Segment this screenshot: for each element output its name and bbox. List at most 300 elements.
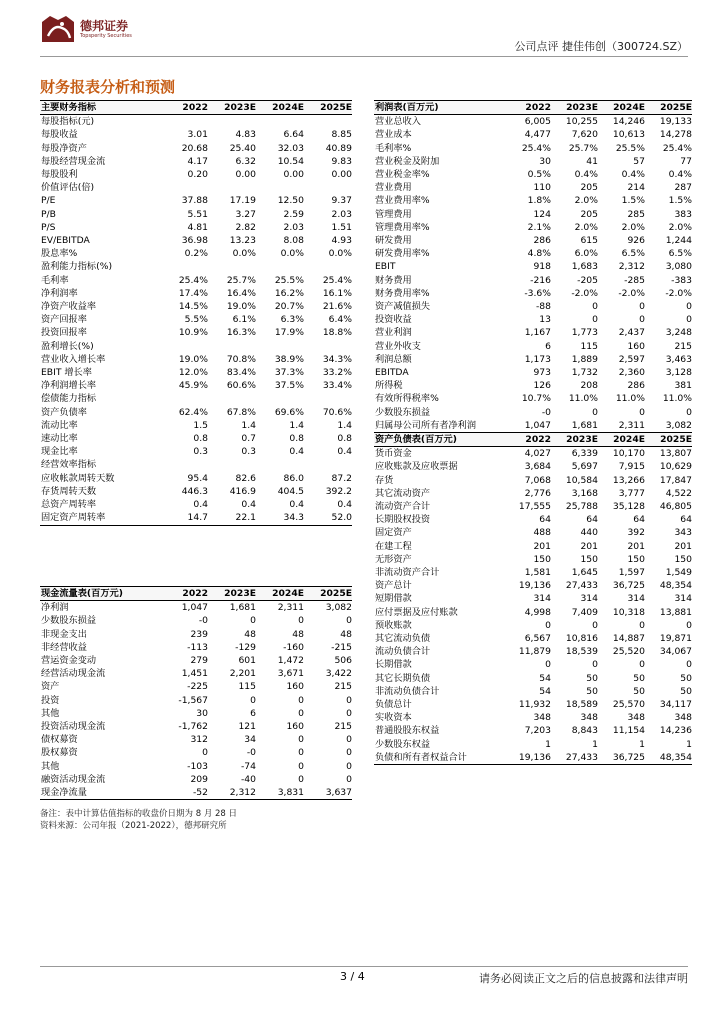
cell-value: 32.03 [277, 142, 304, 154]
cell-value: 40.89 [325, 142, 352, 154]
cell-value: 70.6% [322, 406, 352, 418]
cell-value: 0 [298, 760, 304, 772]
cell-value: 6,005 [524, 116, 551, 128]
cell-value: 0.4 [241, 499, 256, 511]
table-row [40, 733, 352, 746]
row-label: 少数股东损益 [41, 615, 97, 627]
row-label: 营运资金变动 [41, 655, 97, 667]
page-title: 财务报表分析和预测 [40, 78, 176, 96]
cell-value: 10,816 [565, 633, 598, 645]
cell-value: 2025E [645, 433, 692, 447]
cell-value: 0.4 [193, 499, 208, 511]
table-row [40, 366, 352, 379]
cell-value: 1,683 [571, 261, 598, 273]
row-label: 其他 [41, 707, 60, 719]
cell-value: 4,998 [524, 606, 551, 618]
row-label: 经营活动现金流 [41, 668, 106, 680]
cell-value: 201 [580, 540, 598, 552]
cell-value [304, 458, 352, 471]
cell-value: 0.00 [331, 169, 352, 181]
cell-value: -216 [530, 274, 551, 286]
table-row [374, 553, 692, 566]
cell-value: 34 [244, 734, 256, 746]
cell-value: 1 [592, 738, 598, 750]
table-row [374, 155, 692, 168]
cell-value: 1,244 [665, 235, 692, 247]
cell-value: 0 [250, 694, 256, 706]
cell-value: 312 [190, 734, 208, 746]
cell-value: 36,725 [612, 580, 645, 592]
cell-value: 0 [298, 773, 304, 785]
row-label: 偿债能力指标 [41, 393, 97, 405]
cell-value: 160 [286, 681, 304, 693]
cell-value: -2.0% [665, 287, 692, 299]
table-row [40, 142, 352, 155]
page-number: 3 / 4 [340, 970, 365, 983]
row-label: 长期借款 [375, 659, 412, 671]
cell-value: 48 [244, 628, 256, 640]
cell-value: 36.98 [181, 235, 208, 247]
row-label: 存货周转天数 [41, 485, 97, 497]
row-label: 流动负债合计 [375, 646, 431, 658]
cell-value: 48,354 [645, 751, 692, 765]
row-label: 固定资产 [375, 527, 412, 539]
table-row [40, 313, 352, 326]
table-row [40, 406, 352, 419]
cell-value: 18,539 [565, 646, 598, 658]
cell-value: 3,684 [524, 461, 551, 473]
cell-value: 0 [686, 406, 692, 418]
cell-value: 0.4 [337, 499, 352, 511]
table-row [374, 672, 692, 685]
cell-value: 2022 [504, 101, 551, 115]
cell-value: 60.6% [226, 380, 256, 392]
cell-value: 25.7% [568, 142, 598, 154]
cell-value: 2024E [256, 101, 304, 115]
cell-value: 239 [190, 628, 208, 640]
cell-value: 12.0% [178, 367, 208, 379]
table-row [374, 392, 692, 405]
cell-value: -88 [535, 301, 551, 313]
cell-value: 0.3 [193, 446, 208, 458]
cell-value: 115 [238, 681, 256, 693]
table-row [40, 208, 352, 221]
row-label: 负债总计 [375, 699, 412, 711]
cell-value: -2.0% [618, 287, 645, 299]
row-label: 营业利润 [375, 327, 412, 339]
row-label: 股权募资 [41, 747, 78, 759]
cell-value: -205 [577, 274, 598, 286]
cell-value: 10,613 [612, 129, 645, 141]
cell-value [160, 458, 208, 471]
cell-value: 0.8 [289, 433, 304, 445]
cell-value: 3,248 [665, 327, 692, 339]
cell-value: 506 [334, 655, 352, 667]
table-row [40, 419, 352, 432]
cell-value [304, 340, 352, 353]
row-label: 非流动资产合计 [375, 567, 440, 579]
cell-value: 1,451 [181, 668, 208, 680]
cell-value: 34.3 [256, 511, 304, 525]
note-data-source: 资料来源：公司年报（2021-2022），德邦研究所 [40, 821, 227, 831]
cell-value: 115 [580, 340, 598, 352]
cell-value: 1 [686, 738, 692, 750]
cell-value: 2.0% [621, 221, 645, 233]
cell-value: 14.7 [160, 511, 208, 525]
row-label: 价值评估(倍) [41, 182, 95, 194]
table-row [40, 680, 352, 693]
cell-value: 0.8 [337, 433, 352, 445]
row-label: 每股经营现金流 [41, 155, 106, 167]
cell-value: 54 [539, 685, 551, 697]
cell-value: 83.4% [226, 367, 256, 379]
cell-value: 0.0% [232, 248, 256, 260]
table-row [374, 724, 692, 737]
row-label: 利润总额 [375, 353, 412, 365]
cell-value: 215 [674, 340, 692, 352]
cell-value: 208 [580, 380, 598, 392]
cell-value: 1,472 [277, 655, 304, 667]
row-label: 投资收益 [375, 314, 412, 326]
table-row [374, 353, 692, 366]
table-row [40, 234, 352, 247]
cell-value: 214 [627, 182, 645, 194]
cell-value: -160 [283, 641, 304, 653]
cell-value: 77 [680, 155, 692, 167]
cell-value: 2,437 [618, 327, 645, 339]
cell-value: 10,318 [612, 606, 645, 618]
cell-value: 64 [633, 514, 645, 526]
cell-value: 0.4% [574, 169, 598, 181]
cell-value: 4.17 [187, 155, 208, 167]
row-label: 毛利率% [375, 142, 412, 154]
cell-value: 1,773 [571, 327, 598, 339]
table-row [374, 194, 692, 207]
cell-value: 3,831 [256, 786, 304, 800]
row-label: 净利润增长率 [41, 380, 97, 392]
table-row [374, 460, 692, 473]
cell-value: 0.4 [289, 446, 304, 458]
row-label: 速动比率 [41, 433, 78, 445]
cell-value: 20.68 [181, 142, 208, 154]
row-label: 应收账款及应收票据 [375, 461, 458, 473]
cell-value: 314 [627, 593, 645, 605]
cell-value: 34,067 [659, 646, 692, 658]
cell-value: 48,354 [659, 580, 692, 592]
cell-value: 0 [346, 615, 352, 627]
table-header-row [40, 101, 352, 115]
cell-value [304, 181, 352, 194]
cell-value: 2023E [208, 101, 256, 115]
cell-value: 2025E [304, 101, 352, 115]
cell-value: 3,777 [618, 487, 645, 499]
cell-value: 37.5% [274, 380, 304, 392]
cell-value: 11.0% [615, 393, 645, 405]
row-label: 营业总收入 [375, 116, 421, 128]
cell-value: 381 [674, 380, 692, 392]
cell-value: 0 [592, 406, 598, 418]
cell-value: 348 [580, 712, 598, 724]
cell-value: 50 [586, 672, 598, 684]
cell-value: 54 [539, 672, 551, 684]
cell-value: 3,082 [645, 419, 692, 433]
cell-value: 36,725 [598, 751, 645, 765]
cell-value: 21.6% [322, 301, 352, 313]
cell-value: 2025E [304, 587, 352, 601]
cell-value [256, 392, 304, 405]
table-row [374, 247, 692, 260]
cell-value: 2,597 [618, 353, 645, 365]
cell-value: 11.0% [568, 393, 598, 405]
table-row [40, 155, 352, 168]
cell-value: 110 [533, 182, 551, 194]
cell-value: 11.0% [662, 393, 692, 405]
table-row [374, 685, 692, 698]
cell-value: 17.19 [229, 195, 256, 207]
cell-value: 2,311 [277, 602, 304, 614]
cell-value: 64 [680, 514, 692, 526]
cell-value: 25,788 [565, 501, 598, 513]
cash-flow-table [40, 586, 352, 800]
cell-value: 0 [639, 619, 645, 631]
cell-value: 5.5% [184, 314, 208, 326]
row-label: 营业成本 [375, 129, 412, 141]
cell-value: 25,570 [612, 699, 645, 711]
cell-value: 17,847 [659, 474, 692, 486]
cell-value: 0.4% [621, 169, 645, 181]
cell-value: 0 [298, 615, 304, 627]
cell-value: 4,522 [665, 487, 692, 499]
cell-value: 348 [674, 712, 692, 724]
balance-sheet-table [374, 432, 692, 765]
table-row [374, 711, 692, 724]
cell-value: 2022 [160, 101, 208, 115]
table-row [40, 274, 352, 287]
table-row [40, 786, 352, 800]
cell-value: 50 [633, 672, 645, 684]
cell-value: 150 [627, 553, 645, 565]
cell-value: 19,133 [659, 116, 692, 128]
cell-value: 0 [686, 659, 692, 671]
cell-value: 17.4% [178, 287, 208, 299]
row-label: 其它流动负债 [375, 633, 431, 645]
table-row [40, 445, 352, 458]
row-label: 营业费用 [375, 182, 412, 194]
row-label: 投资活动现金流 [41, 721, 106, 733]
cell-value: 70.8% [226, 353, 256, 365]
table-row [40, 221, 352, 234]
cell-value: 150 [533, 553, 551, 565]
row-label: 管理费用 [375, 208, 412, 220]
notes [40, 808, 237, 832]
table-row [374, 658, 692, 671]
row-label: 研发费用 [375, 235, 412, 247]
cell-value: 4,477 [524, 129, 551, 141]
cell-value: 348 [533, 712, 551, 724]
cell-value: -74 [240, 760, 256, 772]
row-label: 应收帐款周转天数 [41, 472, 115, 484]
cell-value: -40 [240, 773, 256, 785]
row-label: EV/EBITDA [41, 235, 90, 247]
cell-value: 1,889 [571, 353, 598, 365]
cell-value: 973 [533, 367, 551, 379]
row-label: 流动资产合计 [375, 501, 431, 513]
cell-value: 4.93 [331, 235, 352, 247]
table-row [40, 511, 352, 525]
disclaimer: 请务必阅读正文之后的信息披露和法律声明 [479, 972, 688, 985]
cell-value: 17,555 [518, 501, 551, 513]
cell-value: 0 [592, 659, 598, 671]
table-row [40, 498, 352, 511]
cell-value: 33.4% [322, 380, 352, 392]
cell-value: 25.4% [521, 142, 551, 154]
table-row [374, 379, 692, 392]
cell-value: 45.9% [178, 380, 208, 392]
cell-value: 0 [686, 314, 692, 326]
cell-value: 215 [334, 681, 352, 693]
table-row [374, 619, 692, 632]
row-label: 无形资产 [375, 553, 412, 565]
cell-value: 25.4% [178, 274, 208, 286]
row-label: 营业外收支 [375, 340, 421, 352]
cell-value: 0.0% [280, 248, 304, 260]
cell-value: 0.20 [187, 169, 208, 181]
cell-value: 13,266 [612, 474, 645, 486]
row-label: 主要财务指标 [40, 101, 160, 115]
cell-value: 6,567 [524, 633, 551, 645]
cell-value: 6 [250, 707, 256, 719]
row-label: 盈利增长(%) [41, 340, 94, 352]
cell-value: 30 [539, 155, 551, 167]
cell-value: 3.01 [187, 129, 208, 141]
cell-value: 0.7 [241, 433, 256, 445]
row-label: 每股净资产 [41, 142, 87, 154]
table-row [374, 419, 692, 433]
row-label: 营业税金及附加 [375, 155, 440, 167]
row-label: 其它长期负债 [375, 672, 431, 684]
cell-value: 34.3% [322, 353, 352, 365]
cell-value: -113 [187, 641, 208, 653]
cell-value: 16.3% [226, 327, 256, 339]
cell-value: 38.9% [274, 353, 304, 365]
row-label: P/S [41, 221, 56, 233]
row-label: 资产负债率 [41, 406, 87, 418]
cell-value: 1,597 [618, 567, 645, 579]
cell-value: 0 [346, 760, 352, 772]
cell-value: 348 [627, 712, 645, 724]
cell-value: 1.51 [331, 221, 352, 233]
table-row [374, 513, 692, 526]
row-label: 长期股权投资 [375, 514, 431, 526]
cell-value: 2.1% [527, 221, 551, 233]
cell-value: 6.5% [668, 248, 692, 260]
cell-value: 0.5% [527, 169, 551, 181]
cell-value: 201 [533, 540, 551, 552]
cell-value: 0 [639, 406, 645, 418]
row-label: 每股收益 [41, 129, 78, 141]
table-row [374, 313, 692, 326]
cell-value: 440 [580, 527, 598, 539]
table-row [374, 606, 692, 619]
cell-value [304, 115, 352, 129]
cell-value: 7,915 [618, 461, 645, 473]
row-label: 归属母公司所有者净利润 [374, 419, 504, 433]
table-row [40, 601, 352, 615]
table-row [374, 181, 692, 194]
cell-value: 2023E [208, 587, 256, 601]
table-row [374, 474, 692, 487]
cell-value: 37.88 [181, 195, 208, 207]
cell-value: 25.5% [274, 274, 304, 286]
cell-value: 0 [346, 694, 352, 706]
cell-value [160, 260, 208, 273]
table-row [40, 472, 352, 485]
row-label: 少数股东权益 [375, 738, 431, 750]
cell-value: 0.4 [289, 499, 304, 511]
row-label: 总资产周转率 [41, 499, 97, 511]
cell-value: 0 [592, 314, 598, 326]
row-label: 融资活动现金流 [41, 773, 106, 785]
cell-value: 10,584 [565, 474, 598, 486]
row-label: 净利润率 [41, 287, 78, 299]
table-row [40, 194, 352, 207]
row-label: 现金比率 [41, 446, 78, 458]
cell-value: 286 [627, 380, 645, 392]
cell-value: 1,681 [551, 419, 598, 433]
cell-value: 209 [190, 773, 208, 785]
row-label: 有效所得税率% [375, 393, 439, 405]
row-label: 短期借款 [375, 593, 412, 605]
table-header-row [374, 433, 692, 447]
cell-value: 0.4% [668, 169, 692, 181]
row-label: 在建工程 [375, 540, 412, 552]
row-label: P/E [41, 195, 56, 207]
table-row [40, 720, 352, 733]
cell-value: 6.32 [235, 155, 256, 167]
cell-value [208, 260, 256, 273]
cell-value: 1,645 [571, 567, 598, 579]
cell-value: 2,201 [229, 668, 256, 680]
cell-value: 64 [539, 514, 551, 526]
cell-value [208, 181, 256, 194]
cell-value: -0 [198, 615, 208, 627]
table-row [40, 287, 352, 300]
row-label: 负债和所有者权益合计 [374, 751, 504, 765]
cell-value: 3.27 [235, 208, 256, 220]
cell-value: 8.08 [283, 235, 304, 247]
row-label: 流动比率 [41, 419, 78, 431]
row-label: 应付票据及应付账款 [375, 606, 458, 618]
cell-value: 1,732 [571, 367, 598, 379]
cell-value: 0 [592, 301, 598, 313]
cell-value: 10.7% [521, 393, 551, 405]
cell-value: 150 [674, 553, 692, 565]
cell-value: 9.83 [331, 155, 352, 167]
cell-value: 2.0% [574, 195, 598, 207]
header-divider [40, 56, 688, 57]
cell-value: 0 [639, 301, 645, 313]
cell-value: 41 [586, 155, 598, 167]
cell-value [256, 260, 304, 273]
row-label: 资产回报率 [41, 314, 87, 326]
table-row [374, 287, 692, 300]
table-row [40, 773, 352, 786]
cell-value: 10,170 [612, 448, 645, 460]
cell-value: 0 [545, 619, 551, 631]
cell-value: 6.4% [328, 314, 352, 326]
row-label: 现金流量表(百万元) [40, 587, 160, 601]
cell-value: 86.0 [283, 472, 304, 484]
